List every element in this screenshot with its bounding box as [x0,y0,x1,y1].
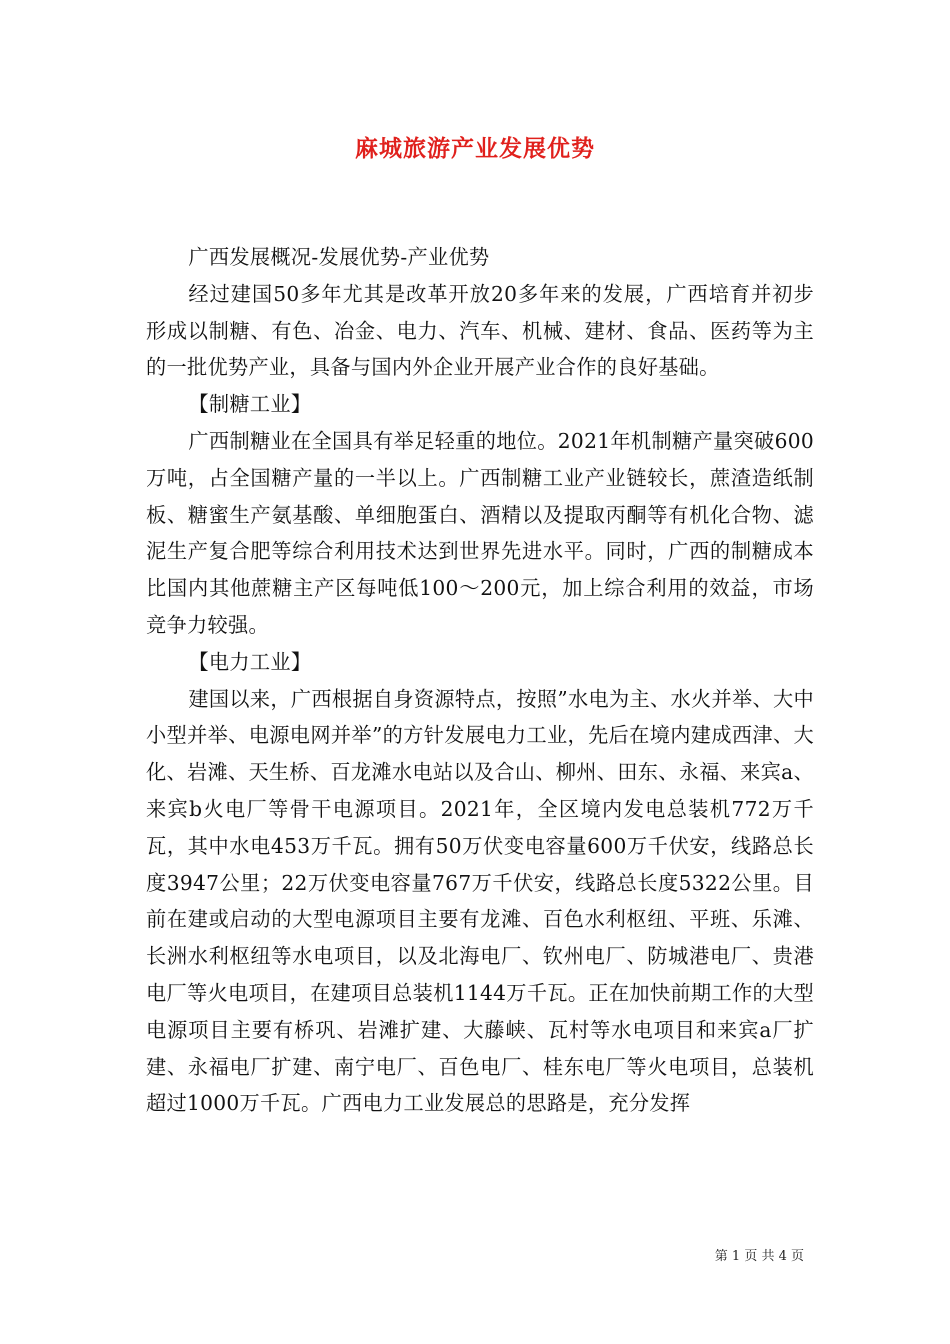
paragraph-intro: 经过建国50多年尤其是改革开放20多年来的发展，广西培育并初步形成以制糖、有色、冶金、电力、汽车、机械、建材、食品、医药等为主的一批优势产业，具备与国内外企业开展产业合作的良好基础。 [146,281,814,380]
paragraph-power: 建国以来，广西根据自身资源特点，按照”水电为主、水火并举、大中小型并举、电源电网并举”的方针发展电力工业，先后在境内建成西津、大化、岩滩、天生桥、百龙滩水电站以及合山、柳州、田东、永福、来宾a、来宾b火电厂等骨干电源项目。2021年，全区境内发电总装机772万千瓦，其中水电453万千瓦。拥有50万伏变电容量600万千伏安，线路总长度3947公里；22万伏变电容量767万千伏安，线路总长度5322公里。目前在建或启动的大型电源项目主要有龙滩、百色水利枢纽、平班、乐滩、长洲水利枢纽等水电项目，以及北海电厂、钦州电厂、防城港电厂、贵港电厂等火电项目，在建项目总装机1144万千瓦。正在加快前期工作的大型电源项目主要有桥巩、岩滩扩建、大藤峡、瓦村等水电项目和来宾a厂扩建、永福电厂扩建、南宁电厂、百色电厂、桂东电厂等火电项目，总装机超过1000万千瓦。广西电力工业发展总的思路是，充分发挥 [146,686,814,1116]
document-title: 麻城旅游产业发展优势 [355,135,595,162]
document-body [146,239,814,1122]
section-heading-sugar: 【制糖工业】 [188,392,312,417]
paragraph-sugar: 广西制糖业在全国具有举足轻重的地位。2021年机制糖产量突破600万吨，占全国糖产量的一半以上。广西制糖工业产业链较长，蔗渣造纸制板、糖蜜生产氨基酸、单细胞蛋白、酒精以及提取丙酮等有机化合物、滤泥生产复合肥等综合利用技术达到世界先进水平。同时，广西的制糖成本比国内其他蔗糖主产区每吨低100～200元，加上综合利用的效益，市场竞争力较强。 [146,428,814,637]
section-heading-power: 【电力工业】 [188,649,312,674]
page-number-footer: 第 1 页 共 4 页 [714,1249,804,1264]
section-heading: 广西发展概况-发展优势-产业优势 [188,245,490,269]
